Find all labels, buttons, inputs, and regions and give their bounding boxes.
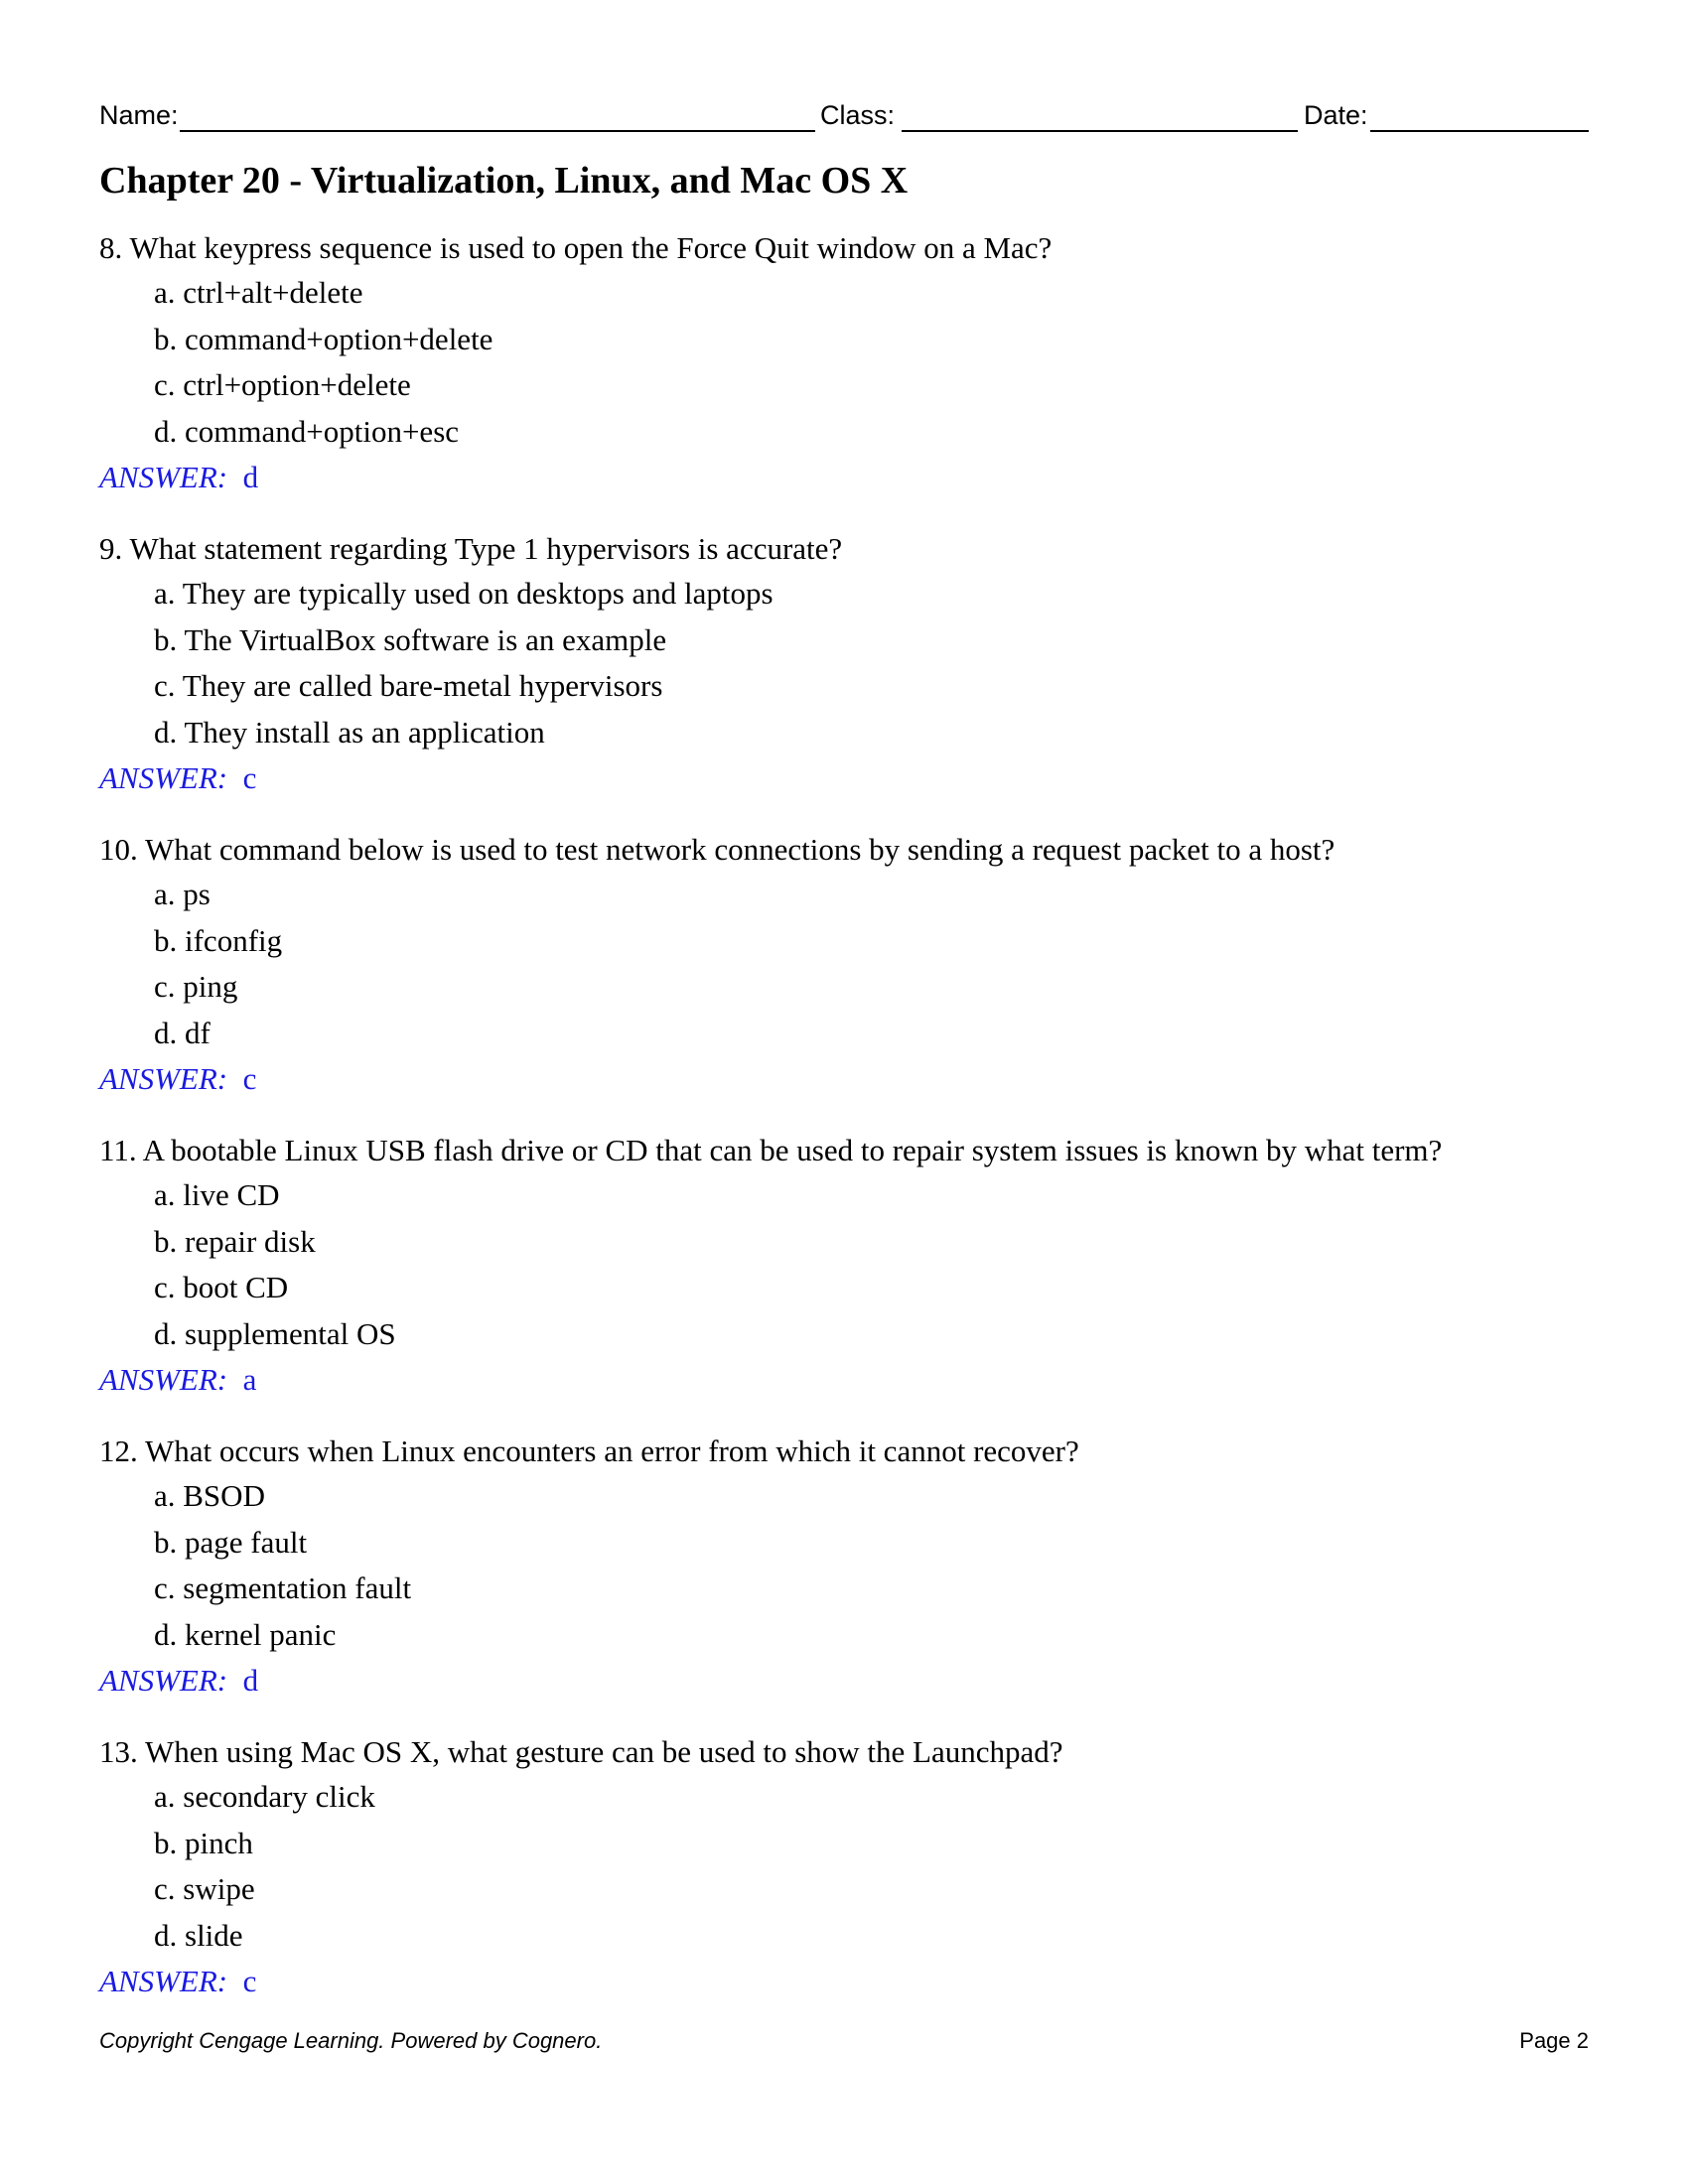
- answer-option: a. ps: [154, 877, 211, 911]
- answer-value: c: [242, 760, 257, 795]
- answer-line: [99, 755, 1609, 801]
- answer-option: a. live CD: [154, 1177, 280, 1212]
- answer-line: [99, 1056, 1609, 1102]
- question-text: 10. What command below is used to test network connections by sending a request packet to a host?: [99, 832, 1336, 867]
- answer-label: ANSWER:: [99, 1663, 228, 1698]
- answer-value: d: [242, 460, 259, 494]
- answer-option: a. BSOD: [154, 1478, 265, 1513]
- date-field[interactable]: [1370, 130, 1589, 132]
- answer-option: d. slide: [154, 1917, 243, 1953]
- answer-value: d: [242, 1663, 259, 1698]
- name-field[interactable]: [180, 130, 815, 132]
- question-text: 9. What statement regarding Type 1 hypervisors is accurate?: [99, 531, 843, 566]
- answer-value: a: [242, 1362, 257, 1397]
- answer-option: a. ctrl+alt+delete: [154, 275, 363, 310]
- question-block: [99, 828, 1609, 1102]
- answer-option: c. ping: [154, 969, 238, 1004]
- answer-option: a. They are typically used on desktops and laptops: [154, 576, 774, 611]
- question-text: 8. What keypress sequence is used to open the Force Quit window on a Mac?: [99, 230, 1053, 265]
- copyright-footer: Copyright Cengage Learning. Powered by Cognero.: [99, 2028, 603, 2053]
- answer-line: [99, 455, 1609, 500]
- question-text: 11. A bootable Linux USB flash drive or CD that can be used to repair system issues is known by what term?: [99, 1133, 1443, 1167]
- answer-option: d. supplemental OS: [154, 1315, 396, 1351]
- class-label: Class:: [820, 100, 896, 130]
- answer-label: ANSWER:: [99, 1061, 228, 1096]
- answer-option: d. df: [154, 1015, 211, 1050]
- answer-line: [99, 1658, 1609, 1704]
- answer-option: d. kernel panic: [154, 1616, 337, 1652]
- answer-line: [99, 1357, 1609, 1403]
- question-block: [99, 226, 1609, 500]
- answer-option: c. boot CD: [154, 1270, 289, 1304]
- page-number: Page 2: [1519, 2028, 1589, 2053]
- question-block: [99, 527, 1609, 801]
- answer-option: c. swipe: [154, 1871, 255, 1906]
- answer-label: ANSWER:: [99, 1362, 228, 1397]
- question-block: [99, 1730, 1609, 2004]
- answer-option: a. secondary click: [154, 1779, 375, 1814]
- question-text: 12. What occurs when Linux encounters an error from which it cannot recover?: [99, 1433, 1079, 1468]
- question-block: [99, 1129, 1609, 1403]
- answer-option: b. repair disk: [154, 1223, 316, 1259]
- answer-label: ANSWER:: [99, 460, 228, 494]
- answer-option: d. command+option+esc: [154, 413, 460, 449]
- answer-option: b. The VirtualBox software is an example: [154, 621, 667, 657]
- class-field[interactable]: [902, 130, 1298, 132]
- date-label: Date:: [1304, 100, 1368, 130]
- answer-option: d. They install as an application: [154, 714, 545, 750]
- answer-value: c: [242, 1061, 257, 1096]
- answer-option: c. segmentation fault: [154, 1570, 412, 1605]
- answer-option: b. command+option+delete: [154, 321, 493, 356]
- name-label: Name:: [99, 100, 179, 130]
- answer-option: c. They are called bare-metal hypervisors: [154, 668, 663, 703]
- answer-option: c. ctrl+option+delete: [154, 367, 411, 402]
- question-text: 13. When using Mac OS X, what gesture can be used to show the Launchpad?: [99, 1734, 1063, 1769]
- answer-value: c: [242, 1964, 257, 1998]
- student-info-header: [99, 97, 1589, 137]
- question-block: [99, 1430, 1609, 1704]
- answer-line: [99, 1959, 1609, 2004]
- answer-label: ANSWER:: [99, 760, 228, 795]
- answer-option: b. pinch: [154, 1825, 253, 1860]
- answer-option: b. ifconfig: [154, 922, 283, 958]
- answer-label: ANSWER:: [99, 1964, 228, 1998]
- answer-option: b. page fault: [154, 1524, 308, 1560]
- chapter-title: Chapter 20 - Virtualization, Linux, and Mac OS X: [99, 160, 909, 202]
